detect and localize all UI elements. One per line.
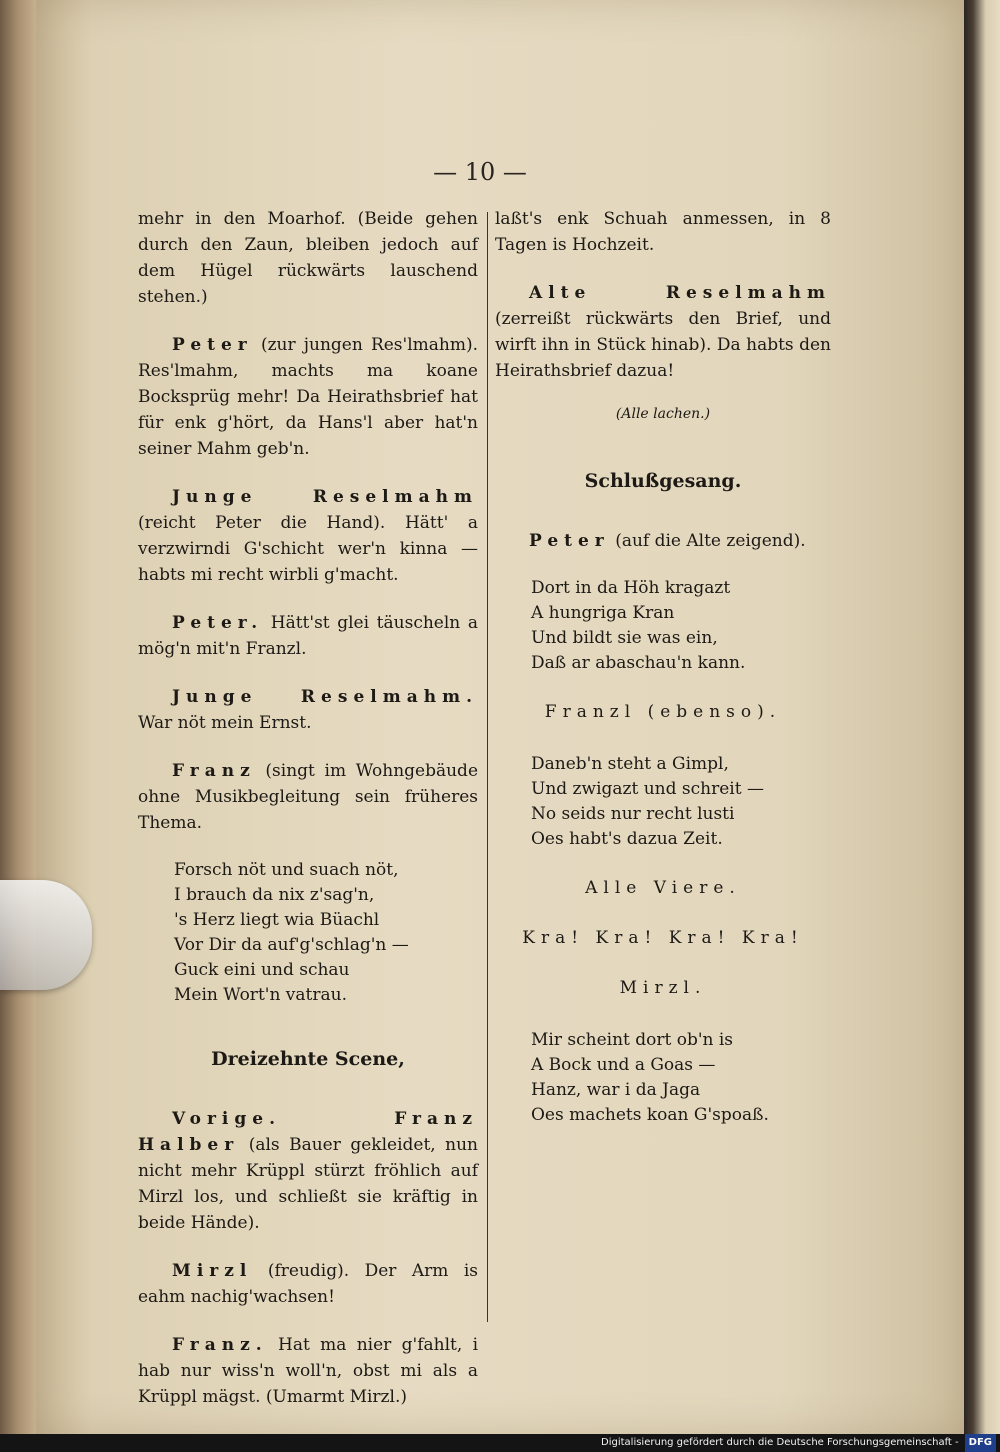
paragraph-text: (zur jungen Res'lmahm). Res'lmahm, machts ma koane Bocksprüg mehr! Da Heirathsbrief hat für enk g'hört, da Hans'l aber hat'n seiner Mahm geb'n. bbox=[138, 335, 479, 459]
paragraph-text: (auf die Alte zeigend). bbox=[615, 531, 806, 551]
verse-line: A hungriga Kran bbox=[531, 603, 675, 623]
column-divider bbox=[487, 212, 488, 1322]
centered-speaker: Kra! Kra! Kra! Kra! bbox=[522, 928, 804, 948]
speaker-name: Vorige. Franz Halber bbox=[138, 1109, 478, 1155]
text-paragraph bbox=[138, 1258, 478, 1310]
verse-line: Vor Dir da auf'g'schlag'n — bbox=[174, 935, 409, 955]
verse-line: A Bock und a Goas — bbox=[531, 1055, 716, 1075]
footer-bar bbox=[0, 1434, 1000, 1452]
verse-line: I brauch da nix z'sag'n, bbox=[174, 885, 375, 905]
paragraph-text: Hat ma nier g'fahlt, i hab nur wiss'n woll'n, obst mi als a Krüppl mägst. (Umarmt Mirzl.) bbox=[138, 1335, 479, 1407]
speaker-name: Franz bbox=[172, 761, 256, 781]
paragraph-text: Hätt'st glei täuscheln a mög'n mit'n Franzl. bbox=[138, 613, 478, 659]
paragraph-text: (freudig). Der Arm is eahm nachig'wachsen! bbox=[138, 1261, 479, 1307]
verse-line: 's Herz liegt wia Büachl bbox=[174, 910, 380, 930]
stage-direction: (Alle lachen.) bbox=[615, 406, 711, 422]
verse-block bbox=[531, 752, 831, 852]
left-column bbox=[138, 206, 478, 1452]
verse-line: Hanz, war i da Jaga bbox=[531, 1080, 701, 1100]
speaker-name: Peter. bbox=[172, 613, 264, 633]
paragraph-text: (zerreißt rückwärts den Brief, und wirft ihn in Stück hinab). Da habts den Heirathsbrief dazua! bbox=[495, 309, 831, 381]
verse-block bbox=[531, 576, 831, 676]
speaker-name: Mirzl bbox=[172, 1261, 253, 1281]
verse-line: Daneb'n steht a Gimpl, bbox=[531, 754, 729, 774]
text-paragraph bbox=[138, 758, 478, 836]
right-column bbox=[495, 206, 831, 1154]
page-number: — 10 — bbox=[433, 158, 527, 186]
verse-line: Daß ar abaschau'n kann. bbox=[531, 653, 746, 673]
verse-line: Mir scheint dort ob'n is bbox=[531, 1030, 734, 1050]
verse-line: Guck eini und schau bbox=[174, 960, 350, 980]
verse-line: Dort in da Höh kragazt bbox=[531, 578, 731, 598]
verse-block bbox=[531, 1028, 831, 1128]
text-paragraph bbox=[495, 206, 831, 258]
text-paragraph bbox=[138, 332, 478, 462]
scene-heading: Dreizehnte Scene, bbox=[211, 1048, 405, 1070]
speaker-name: Peter bbox=[172, 335, 253, 355]
verse-line: Forsch nöt und suach nöt, bbox=[174, 860, 399, 880]
paragraph-text: War nöt mein Ernst. bbox=[138, 713, 312, 733]
paragraph-text: (singt im Wohngebäude ohne Musikbegleitung sein früheres Thema. bbox=[138, 761, 478, 833]
text-paragraph bbox=[138, 1106, 478, 1236]
text-paragraph bbox=[138, 206, 478, 310]
dfg-logo: DFG bbox=[965, 1434, 996, 1452]
scene-heading: Schlußgesang. bbox=[584, 470, 742, 492]
text-paragraph bbox=[495, 528, 831, 554]
verse-line: Oes habt's dazua Zeit. bbox=[531, 829, 723, 849]
footer-text: Digitalisierung gefördert durch die Deutsche Forschungsgemeinschaft - bbox=[601, 1437, 959, 1448]
paragraph-text: laßt's enk Schuah anmessen, in 8 Tagen is Hochzeit. bbox=[495, 209, 831, 255]
text-paragraph bbox=[138, 684, 478, 736]
verse-line: Mein Wort'n vatrau. bbox=[174, 985, 347, 1005]
book-spine bbox=[0, 0, 36, 1452]
text-paragraph bbox=[138, 610, 478, 662]
speaker-name: Alte Reselmahm bbox=[529, 283, 831, 303]
verse-line: Oes machets koan G'spoaß. bbox=[531, 1105, 769, 1125]
text-paragraph bbox=[138, 484, 478, 588]
text-paragraph bbox=[138, 1332, 478, 1410]
text-paragraph bbox=[495, 280, 831, 384]
speaker-name: Junge Reselmahm. bbox=[172, 687, 478, 707]
speaker-name: Peter bbox=[529, 531, 610, 551]
verse-line: No seids nur recht lusti bbox=[531, 804, 735, 824]
centered-speaker: Franzl (ebenso). bbox=[544, 702, 782, 722]
verse-line: Und bildt sie was ein, bbox=[531, 628, 718, 648]
paragraph-text: mehr in den Moarhof. (Beide gehen durch den Zaun, bleiben jedoch auf dem Hügel rückwärts lauschend stehen.) bbox=[138, 209, 478, 307]
centered-speaker: Alle Viere. bbox=[585, 878, 741, 898]
speaker-name: Junge Reselmahm bbox=[172, 487, 478, 507]
verse-block bbox=[174, 858, 478, 1008]
next-page-edge bbox=[964, 0, 1000, 1434]
paragraph-text: (reicht Peter die Hand). Hätt' a verzwirndi G'schicht wer'n kinna — habts mi recht wirbli g'macht. bbox=[138, 513, 478, 585]
page-clip bbox=[0, 880, 92, 990]
paragraph-text: (als Bauer gekleidet, nun nicht mehr Krüppl stürzt fröhlich auf Mirzl los, und schließt sie kräftig in beide Hände). bbox=[138, 1135, 479, 1233]
speaker-name: Franz. bbox=[172, 1335, 268, 1355]
centered-speaker: Mirzl. bbox=[619, 978, 707, 998]
verse-line: Und zwigazt und schreit — bbox=[531, 779, 764, 799]
